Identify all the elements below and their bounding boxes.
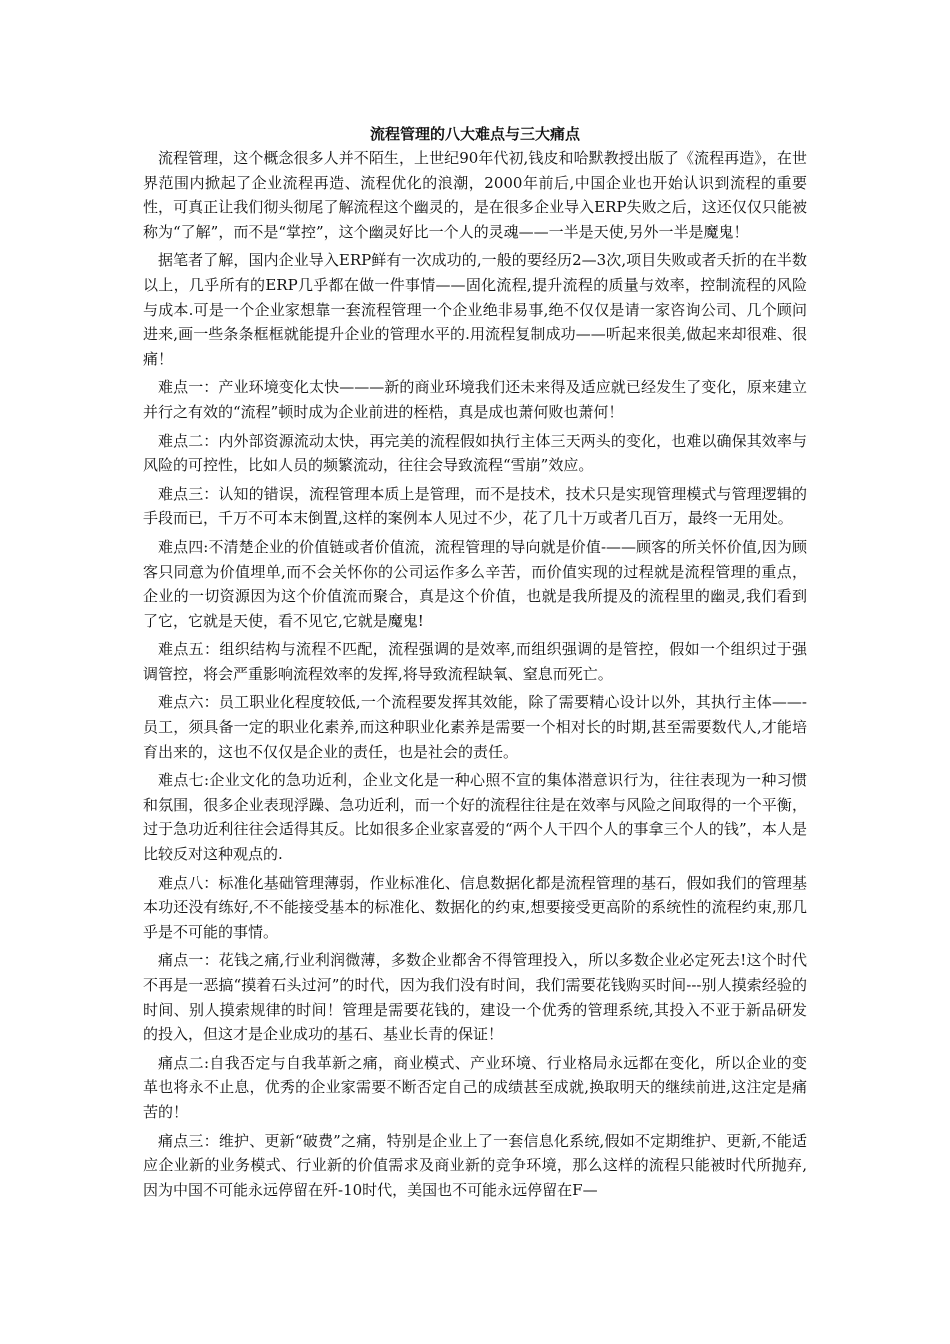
paragraph-pain-2: 痛点二:自我否定与自我革新之痛，商业模式、产业环境、行业格局永远都在变化，所以企业的变革也将永不止息，优秀的企业家需要不断否定自己的成绩甚至成就,换取明天的继续前进,这注定是痛苦的！ xyxy=(143,1053,807,1121)
paragraph-erp: 据笔者了解，国内企业导入ERP鲜有一次成功的,一般的要经历2—3次,项目失败或者夭折的在半数以上，几乎所有的ERP几乎都在做一件事情——固化流程,提升流程的质量与效率，控制流程的风险与成本.可是一个企业家想靠一套流程管理一个企业绝非易事,绝不仅仅是请一家咨询公司、几个顾问进来,画一些条条框框就能提升企业的管理水平的.用流程复制成功——听起来很美,做起来却很难、很痛！ xyxy=(143,251,807,368)
paragraph-difficulty-2: 难点二：内外部资源流动太快，再完美的流程假如执行主体三天两头的变化，也难以确保其效率与风险的可控性，比如人员的频繁流动，往往会导致流程“雪崩”效应。 xyxy=(143,431,807,475)
paragraph-difficulty-5: 难点五：组织结构与流程不匹配，流程强调的是效率,而组织强调的是管控，假如一个组织过于强调管控，将会严重影响流程效率的发挥,将导致流程缺氧、窒息而死亡。 xyxy=(143,640,807,683)
paragraph-difficulty-3: 难点三：认知的错误，流程管理本质上是管理，而不是技术，技术只是实现管理模式与管理逻辑的手段而已，千万不可本末倒置,这样的案例本人见过不少，花了几十万或者几百万，最终一无用处。 xyxy=(143,484,807,528)
paragraph-pain-1: 痛点一：花钱之痛,行业利润微薄，多数企业都舍不得管理投入，所以多数企业必定死去!这个时代不再是一恶搞“摸着石头过河”的时代，因为我们没有时间，我们需要花钱购买时间---别人摸索经验的时间、别人摸索规律的时间！管理是需要花钱的，建设一个优秀的管理系统,其投入不亚于新品研发的投入，但这才是企业成功的基石、基业长青的保证！ xyxy=(143,951,807,1044)
paragraph-pain-3: 痛点三：维护、更新“破费”之痛，特别是企业上了一套信息化系统,假如不定期维护、更新,不能适应企业新的业务模式、行业新的价值需求及商业新的竞争环境，那么这样的流程只能被时代所抛弃,因为中国不可能永远停留在歼-10时代，美国也不可能永远停留在F— xyxy=(143,1131,807,1199)
paragraph-difficulty-1: 难点一：产业环境变化太快———新的商业环境我们还未来得及适应就已经发生了变化，原来建立并行之有效的“流程”顿时成为企业前进的桎梏，真是成也萧何败也萧何！ xyxy=(143,378,807,421)
document-title: 流程管理的八大难点与三大痛点 xyxy=(369,125,580,143)
paragraph-difficulty-6: 难点六：员工职业化程度较低,一个流程要发挥其效能，除了需要精心设计以外，其执行主体——-员工，须具备一定的职业化素养,而这种职业化素养是需要一个相对长的时期,甚至需要数代人,才能培育出来的，这也不仅仅是企业的责任，也是社会的责任。 xyxy=(143,693,807,761)
paragraph-difficulty-8: 难点八：标准化基础管理薄弱，作业标准化、信息数据化都是流程管理的基石，假如我们的管理基本功还没有练好,不不能接受基本的标准化、数据化的约束,想要接受更高阶的系统性的流程约束,那几乎是不可能的事情。 xyxy=(143,873,807,941)
paragraph-intro: 流程管理，这个概念很多人并不陌生，上世纪90年代初,钱皮和哈默教授出版了《流程再造》，在世界范围内掀起了企业流程再造、流程优化的浪潮，2000年前后,中国企业也开始认识到流程的重要性，可真正让我们彻头彻尾了解流程这个幽灵的，是在很多企业导入ERP失败之后，这还仅仅只能被称为“了解”，而不是“掌控”，这个幽灵好比一个人的灵魂——一半是天使,另外一半是魔鬼！ xyxy=(143,149,807,241)
paragraph-difficulty-7: 难点七:企业文化的急功近利，企业文化是一种心照不宣的集体潜意识行为，往往表现为一种习惯和氛围，很多企业表现浮躁、急功近利，而一个好的流程往往是在效率与风险之间取得的一个平衡，过于急功近利往往会适得其反。比如很多企业家喜爱的“两个人干四个人的事拿三个人的钱”，本人是比较反对这种观点的. xyxy=(143,771,807,864)
paragraph-difficulty-4: 难点四:不清楚企业的价值链或者价值流，流程管理的导向就是价值-——顾客的所关怀价值,因为顾客只同意为价值埋单,而不会关怀你的公司运作多么辛苦，而价值实现的过程就是流程管理的重点，企业的一切资源因为这个价值流而聚合，真是这个价值，也就是我所提及的流程里的幽灵,我们看到了它，它就是天使，看不见它,它就是魔鬼! xyxy=(143,537,807,630)
document-page xyxy=(143,122,807,1206)
